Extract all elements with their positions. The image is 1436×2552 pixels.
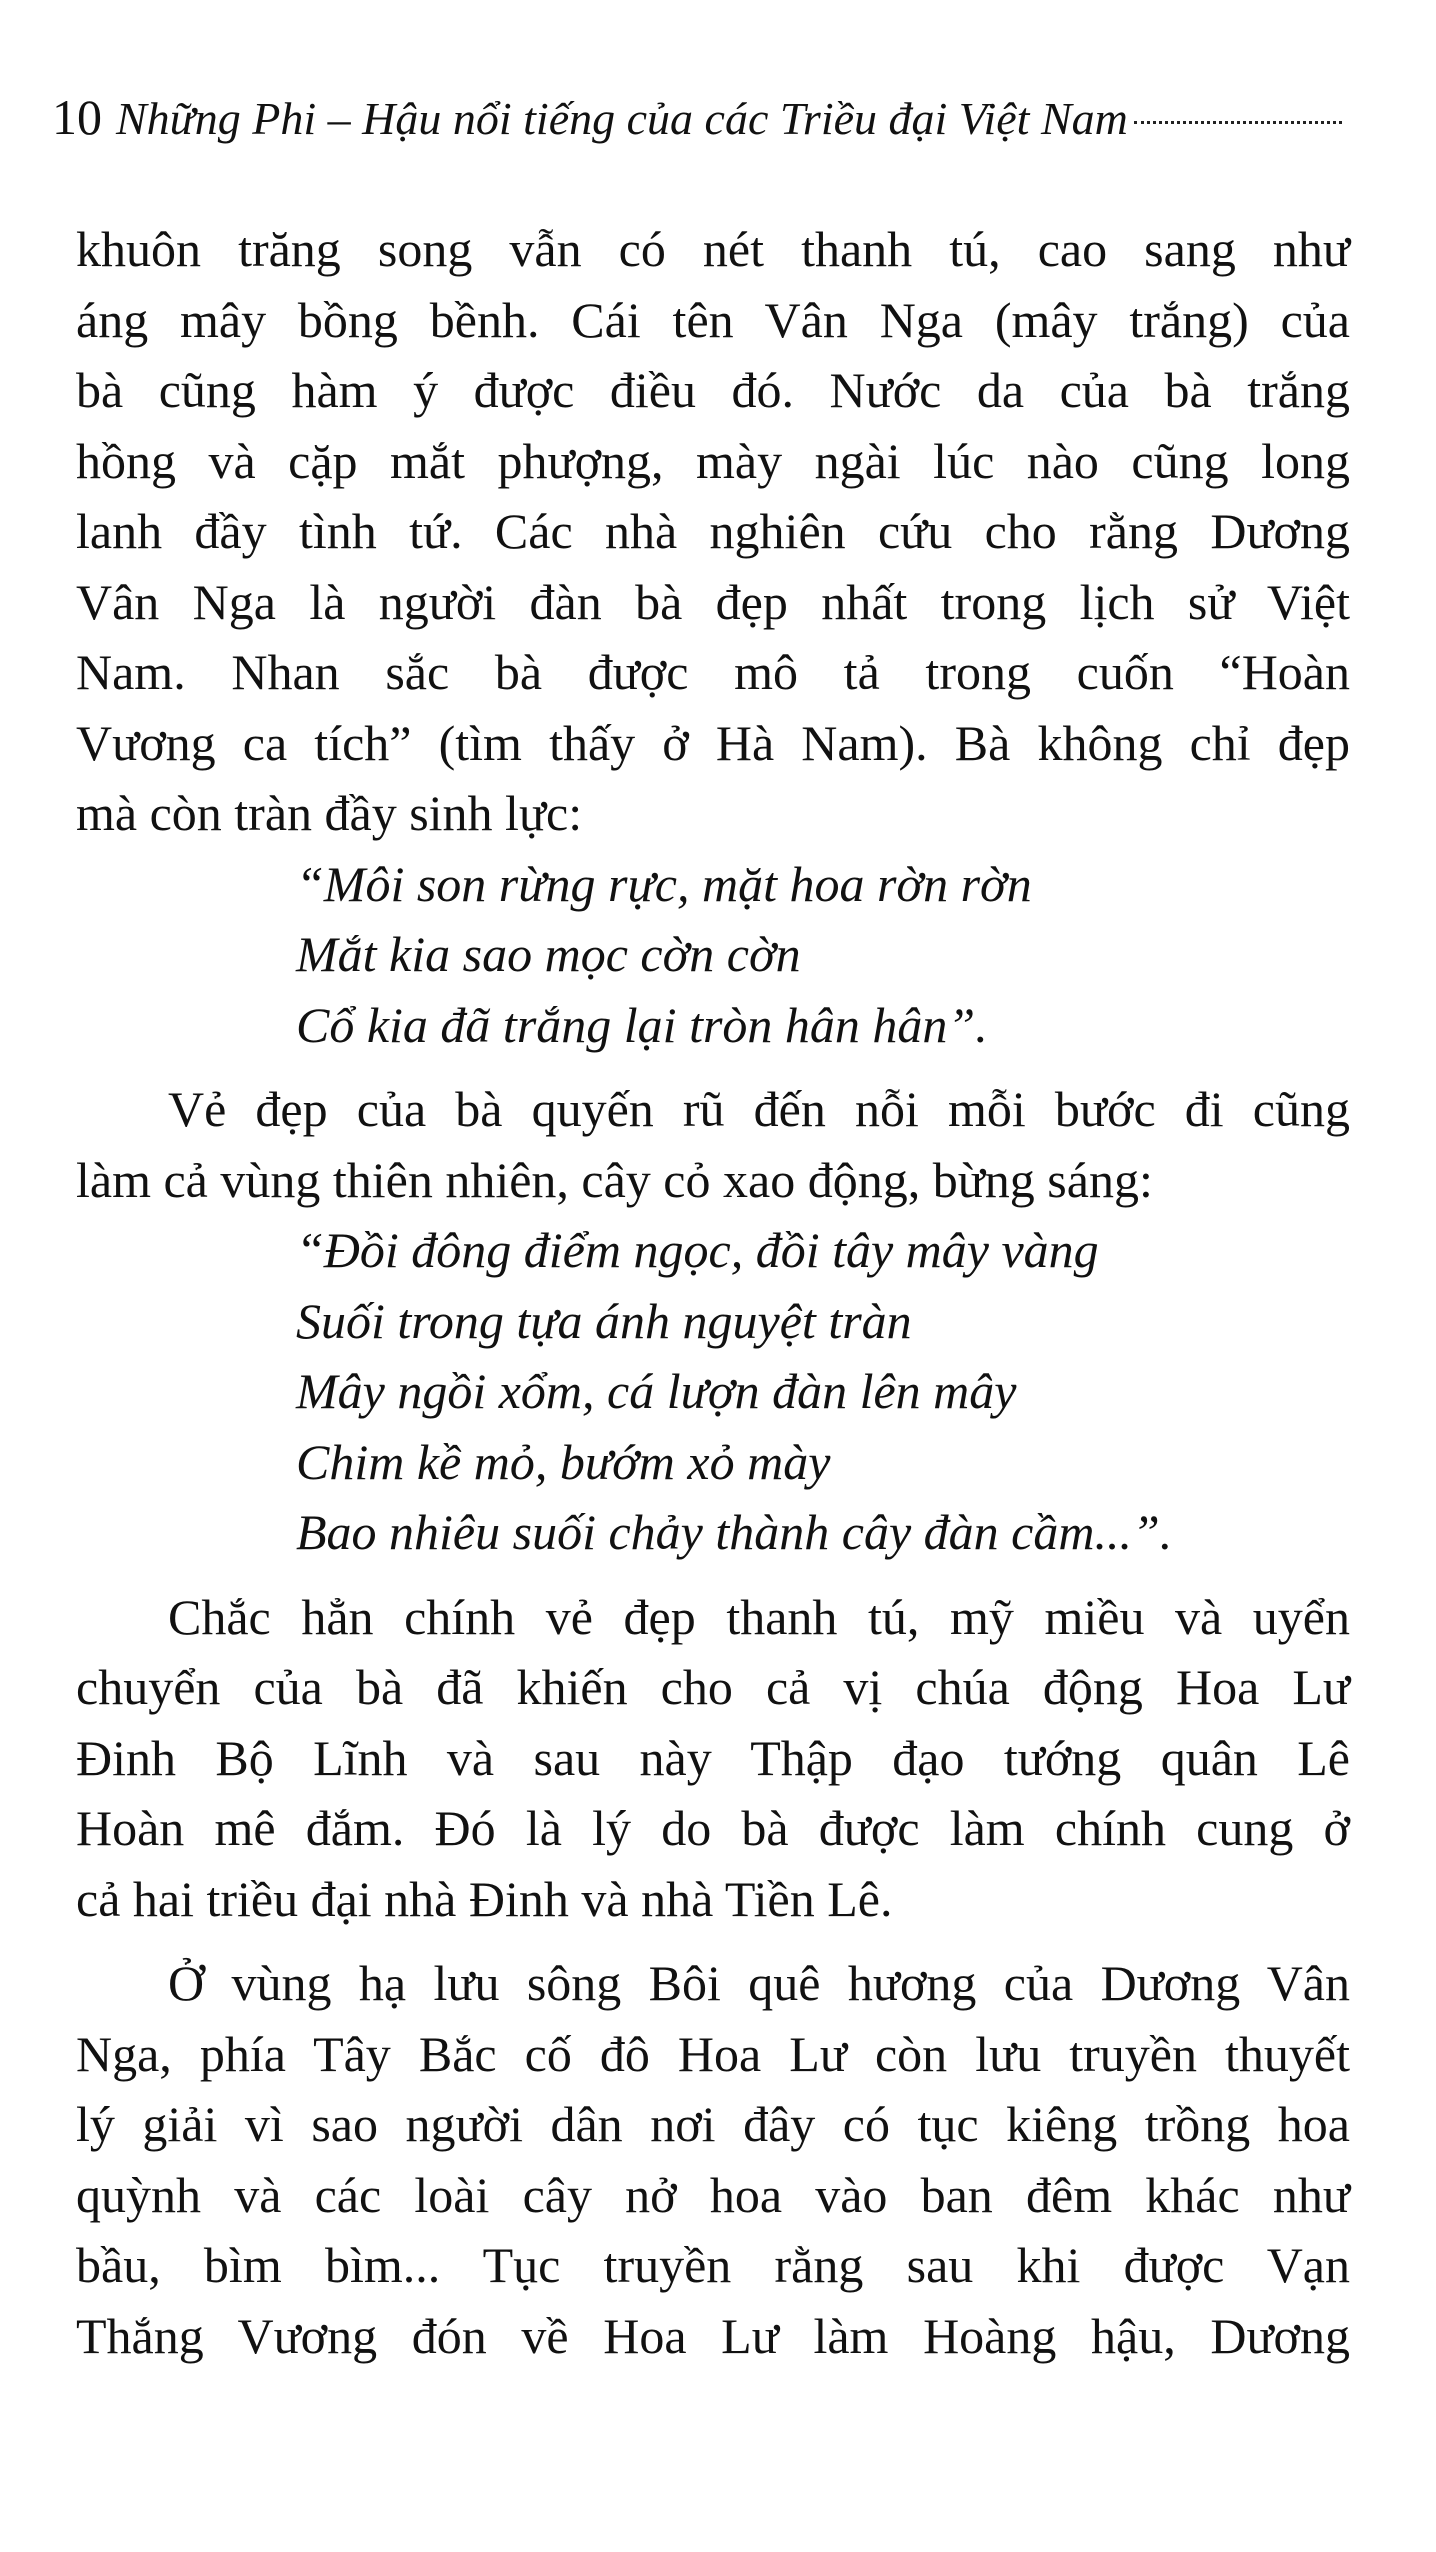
paragraph-1 [76,214,1350,849]
verse-line: Mắt kia sao mọc cờn cờn [296,926,801,982]
verse-line: Cổ kia đã trắng lại tròn hân hân”. [296,996,988,1053]
page-number: 10 [52,89,102,145]
verse-line: “Môi son rừng rực, mặt hoa rờn rờn [296,855,1032,912]
text-line: Ở vùng hạ lưu sông Bôi quê hương của Dương Vân [168,1955,1350,2011]
text-line: Nga, phía Tây Bắc cố đô Hoa Lư còn lưu truyền thuyết [76,2025,1350,2082]
paragraph-gap [76,1568,1350,1582]
paragraph-2 [76,1074,1350,1215]
text-line: chuyển của bà đã khiến cho cả vị chúa động Hoa Lư [76,1659,1350,1715]
text-line: Thắng Vương đón về Hoa Lư làm Hoàng hậu, Dương [76,2307,1350,2364]
text-line: Vẻ đẹp của bà quyến rũ đến nỗi mỗi bước đi cũng [168,1081,1350,1137]
paragraph-3 [76,1582,1350,1935]
verse-line: “Đồi đông điểm ngọc, đồi tây mây vàng [296,1222,1099,1278]
verse-line: Chim kề mỏ, bướm xỏ mày [296,1433,831,1490]
text-line: Nam. Nhan sắc bà được mô tả trong cuốn “Hoàn [76,644,1350,700]
text-line: bà cũng hàm ý được điều đó. Nước da của bà trắng [76,362,1350,418]
verse-quote-2 [76,1215,1350,1568]
paragraph-gap [76,1060,1350,1074]
text-line: cả hai triều đại nhà Đinh và nhà Tiền Lê. [76,1870,893,1927]
text-line: áng mây bồng bềnh. Cái tên Vân Nga (mây trắng) của [76,291,1350,348]
text-line: khuôn trăng song vẫn có nét thanh tú, cao sang như [76,221,1350,277]
page-body [76,214,1350,2371]
book-title: Những Phi – Hậu nổi tiếng của các Triều đại Việt Nam [116,93,1128,144]
verse-quote-1 [76,849,1350,1061]
text-line: Chắc hẳn chính vẻ đẹp thanh tú, mỹ miều và uyển [168,1588,1350,1645]
header-dotted-leader [1134,121,1342,124]
verse-line: Mây ngồi xổm, cá lượn đàn lên mây [296,1363,1017,1419]
text-line: mà còn tràn đầy sinh lực: [76,785,583,841]
text-line: bầu, bìm bìm... Tục truyền rằng sau khi được Vạn [76,2237,1350,2293]
text-line: Vương ca tích” (tìm thấy ở Hà Nam). Bà không chỉ đẹp [76,714,1350,771]
paragraph-gap [76,1934,1350,1948]
text-line: Hoàn mê đắm. Đó là lý do bà được làm chính cung ở [76,1800,1350,1856]
text-line: lanh đầy tình tứ. Các nhà nghiên cứu cho rằng Dương [76,503,1350,559]
text-line: hồng và cặp mắt phượng, mày ngài lúc nào cũng long [76,432,1350,489]
running-header [52,88,1342,158]
text-line: Vân Nga là người đàn bà đẹp nhất trong lịch sử Việt [76,573,1350,630]
verse-line: Bao nhiêu suối chảy thành cây đàn cầm...”. [296,1504,1173,1560]
text-line: làm cả vùng thiên nhiên, cây cỏ xao động, bừng sáng: [76,1151,1153,1208]
text-line: quỳnh và các loài cây nở hoa vào ban đêm khác như [76,2166,1350,2223]
paragraph-4 [76,1948,1350,2371]
text-line: Đinh Bộ Lĩnh và sau này Thập đạo tướng quân Lê [76,1729,1350,1786]
verse-line: Suối trong tựa ánh nguyệt tràn [296,1292,912,1349]
text-line: lý giải vì sao người dân nơi đây có tục kiêng trồng hoa [76,2096,1350,2152]
